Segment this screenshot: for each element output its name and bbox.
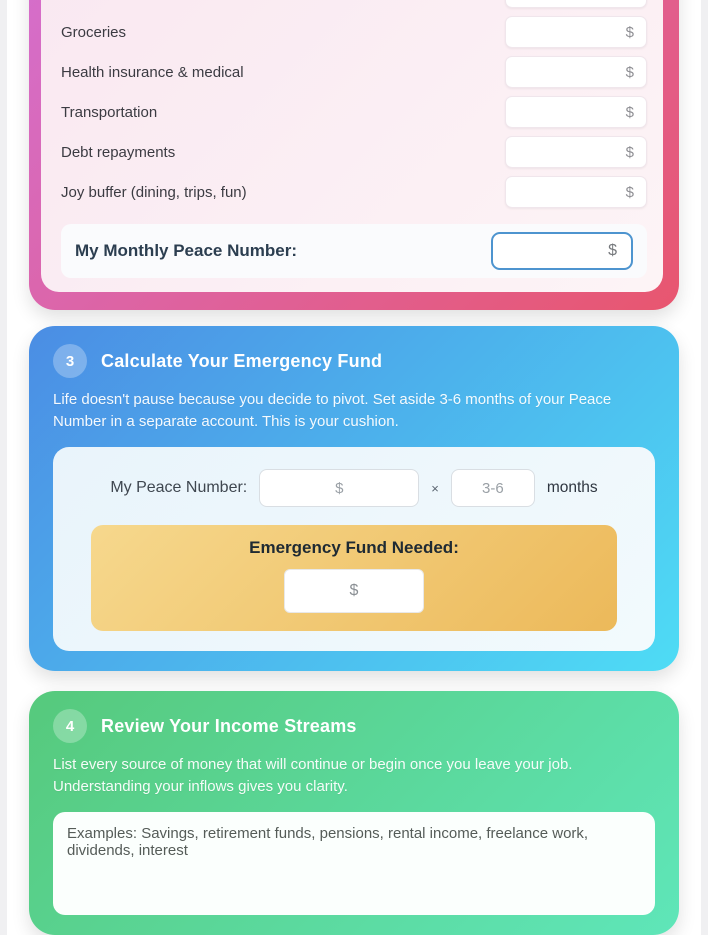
expense-label: Transportation — [61, 103, 158, 121]
step-4-badge: 4 — [53, 709, 87, 743]
income-streams-description: List every source of money that will continue or begin once you leave your job. Understanding your inflows gives you clarity. — [53, 756, 573, 796]
peace-number-label: My Peace Number: — [110, 479, 248, 497]
income-streams-card — [29, 691, 679, 935]
expense-row-transportation — [61, 92, 647, 132]
expense-row-groceries — [61, 12, 647, 52]
multiply-symbol: × — [431, 480, 439, 496]
expense-amount-input[interactable] — [505, 96, 647, 128]
peace-number-calc-row — [73, 469, 635, 507]
expense-label: Groceries — [61, 23, 127, 41]
expense-label: Debt repayments — [61, 143, 176, 161]
monthly-peace-number-row — [61, 224, 647, 278]
expense-amount-input[interactable] — [505, 0, 647, 8]
step-3-badge: 3 — [53, 344, 87, 378]
monthly-expenses-panel — [41, 0, 663, 292]
expense-amount-input[interactable] — [505, 56, 647, 88]
months-input[interactable] — [451, 469, 535, 507]
income-streams-title: Review Your Income Streams — [101, 715, 357, 736]
expense-amount-input[interactable] — [505, 16, 647, 48]
expense-row-debt-repayments — [61, 132, 647, 172]
expense-row-joy-buffer — [61, 172, 647, 212]
emergency-fund-description: Life doesn't pause because you decide to pivot. Set aside 3-6 months of your Peace Number in a separate account. This is your cushion. — [53, 391, 612, 431]
monthly-expenses-card — [29, 0, 679, 310]
income-streams-header — [53, 709, 655, 743]
emergency-fund-needed-label: Emergency Fund Needed: — [249, 538, 459, 558]
emergency-fund-title: Calculate Your Emergency Fund — [101, 350, 383, 371]
income-streams-notes-textarea[interactable] — [53, 812, 655, 915]
emergency-fund-needed-input[interactable] — [284, 569, 424, 613]
monthly-peace-number-input[interactable] — [491, 232, 633, 270]
monthly-peace-number-label: My Monthly Peace Number: — [75, 241, 297, 260]
page-container — [7, 0, 701, 935]
emergency-fund-card — [29, 326, 679, 671]
expense-label: Health insurance & medical — [61, 63, 244, 81]
months-unit-label: months — [546, 479, 598, 497]
emergency-fund-header — [53, 344, 655, 378]
emergency-fund-calc-panel — [53, 447, 655, 651]
expense-row-partial — [61, 0, 647, 12]
expense-amount-input[interactable] — [505, 176, 647, 208]
expense-amount-input[interactable] — [505, 136, 647, 168]
peace-number-amount-input[interactable] — [259, 469, 419, 507]
expense-row-health-insurance — [61, 52, 647, 92]
expense-label: Joy buffer (dining, trips, fun) — [61, 183, 247, 201]
emergency-fund-result-box — [91, 525, 617, 631]
